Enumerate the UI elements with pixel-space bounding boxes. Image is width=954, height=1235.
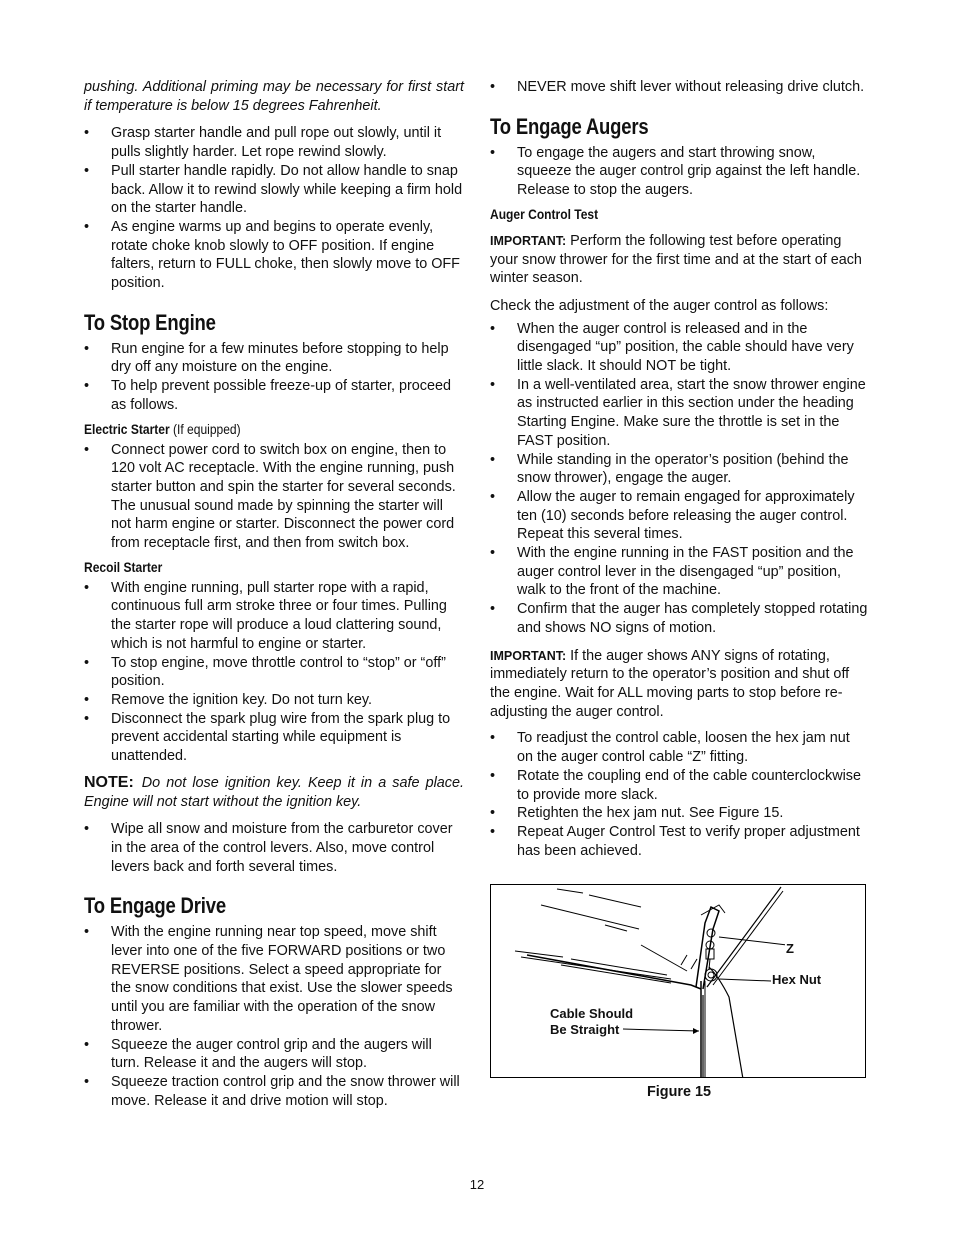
important-text: Perform the following test before operating your snow thrower for the first time and at the start of each winter season. — [490, 232, 862, 287]
electric-starter-heading — [84, 420, 411, 438]
engage-drive-heading: To Engage Drive — [84, 893, 226, 919]
check-paragraph: Check the adjustment of the auger control as follows: — [490, 297, 829, 314]
auger-control-test-heading: Auger Control Test — [490, 205, 599, 222]
list-item: • With the engine running in the FAST position and the auger control lever in the disengaged “up” position, walk to the front of the machine. — [490, 544, 868, 600]
list-item: • To readjust the control cable, loosen the hex jam nut on the auger control cable “Z” fitting. — [490, 729, 868, 766]
list-item: • Rotate the coupling end of the cable counterclockwise to provide more slack. — [490, 767, 868, 804]
list-item: • Run engine for a few minutes before stopping to help dry off any moisture on the engine. — [84, 340, 464, 377]
label-cable-line-1: Cable Should — [550, 1006, 634, 1021]
figure-15-illustration — [490, 884, 866, 1078]
label-cable-line-2: Be Straight — [550, 1022, 620, 1037]
drive-bullet-list — [84, 923, 464, 1110]
engage-augers-heading: To Engage Augers — [490, 113, 649, 139]
list-item: • To engage the augers and start throwing snow, squeeze the auger control grip against the left handle. Release to stop the augers. — [490, 144, 868, 200]
note-text: Do not lose ignition key. Keep it in a safe place. Engine will not start without the ignition key. — [84, 774, 464, 810]
check-bullet-list — [490, 320, 868, 638]
list-item: • Repeat Auger Control Test to verify proper adjustment has been achieved. — [490, 823, 868, 860]
start-bullet-list — [84, 124, 464, 292]
list-item: • Allow the auger to remain engaged for approximately ten (10) seconds before releasing the auger control. Repeat this several times. — [490, 488, 868, 544]
electric-starter-title: Electric Starter — [84, 420, 170, 437]
list-item: • Wipe all snow and moisture from the carburetor cover in the area of the control levers. Also, move control levers back and forth several times. — [84, 820, 464, 876]
list-item: • Retighten the hex jam nut. See Figure 15. — [490, 804, 868, 823]
list-item: • While standing in the operator’s position (behind the snow thrower), engage the auger. — [490, 451, 868, 488]
recoil-starter-heading: Recoil Starter — [84, 558, 163, 575]
important-paragraph-1 — [490, 232, 868, 288]
label-hex-nut: Hex Nut — [772, 972, 822, 987]
electric-starter-suffix: (If equipped) — [173, 420, 241, 437]
list-item: • Grasp starter handle and pull rope out slowly, until it pulls slightly harder. Let rope rewind slowly. — [84, 124, 464, 161]
stop-engine-heading: To Stop Engine — [84, 309, 216, 335]
list-item: • Squeeze the auger control grip and the augers will turn. Release it and the augers will stop. — [84, 1036, 464, 1073]
stop-bullet-list — [84, 340, 464, 415]
list-item: • Remove the ignition key. Do not turn key. — [84, 691, 464, 710]
important-label: IMPORTANT: — [490, 233, 567, 248]
important-text: If the auger shows ANY signs of rotating, immediately return to the operator’s position and shut off the engine. Wait for ALL moving parts to stop before re-adjusting the auger control. — [490, 647, 850, 720]
list-item: • Pull starter handle rapidly. Do not allow handle to snap back. Allow it to rewind slowly while keeping a firm hold on the starter handle. — [84, 162, 464, 218]
list-item: • In a well-ventilated area, start the snow thrower engine as instructed earlier in this section under the heading Starting Engine. Make sure the throttle is set in the FAST position. — [490, 376, 868, 451]
important-paragraph-2 — [490, 647, 868, 722]
list-item: • To stop engine, move throttle control to “stop” or “off” position. — [84, 654, 464, 691]
list-item: • Disconnect the spark plug wire from the spark plug to prevent accidental starting while equipment is unattended. — [84, 710, 464, 766]
right-column — [490, 78, 868, 860]
shift-bullet-list — [490, 78, 868, 97]
augers-bullet-list — [490, 144, 868, 200]
list-item: • When the auger control is released and in the disengaged “up” position, the cable should have very little slack. It should NOT be tight. — [490, 320, 868, 376]
recoil-bullet-list — [84, 579, 464, 766]
list-item: • With the engine running near top speed, move shift lever into one of the five FORWARD positions or two REVERSE positions. Select a speed appropriate for the snow conditions that exist. Use the slower speeds until you are familiar with the operation of the snow thrower. — [84, 923, 464, 1035]
electric-bullet-list — [84, 441, 464, 553]
list-item: • Confirm that the auger has completely stopped rotating and shows NO signs of motion. — [490, 600, 868, 637]
list-item: • NEVER move shift lever without releasing drive clutch. — [490, 78, 868, 97]
important-label: IMPORTANT: — [490, 648, 567, 663]
page-number: 12 — [469, 1177, 485, 1192]
readjust-bullet-list — [490, 729, 868, 860]
intro-paragraph: pushing. Additional priming may be necessary for first start if temperature is below 15 degrees Fahrenheit. — [84, 79, 464, 114]
list-item: • To help prevent possible freeze-up of starter, proceed as follows. — [84, 377, 464, 414]
list-item: • Connect power cord to switch box on engine, then to 120 volt AC receptacle. With the engine running, push starter button and spin the starter for several seconds. The unusual sound made by spinning the starter will not harm engine or starter. Disconnect the power cord from receptacle first, and then from switch box. — [84, 441, 464, 553]
label-z: Z — [786, 941, 794, 956]
list-item: • Squeeze traction control grip and the snow thrower will move. Release it and drive motion will stop. — [84, 1073, 464, 1110]
note-paragraph — [84, 774, 464, 811]
list-item: • With engine running, pull starter rope with a rapid, continuous full arm stroke three or four times. Pulling the starter rope will produce a loud clattering sound, which is not harmful to engine or starter. — [84, 579, 464, 654]
wipe-bullet-list — [84, 820, 464, 876]
note-label: NOTE: — [84, 773, 134, 791]
figure-caption: Figure 15 — [647, 1084, 711, 1100]
left-column — [84, 78, 464, 1110]
list-item: • As engine warms up and begins to operate evenly, rotate choke knob slowly to OFF position. If engine falters, return to FULL choke, then slowly move to OFF position. — [84, 218, 464, 293]
